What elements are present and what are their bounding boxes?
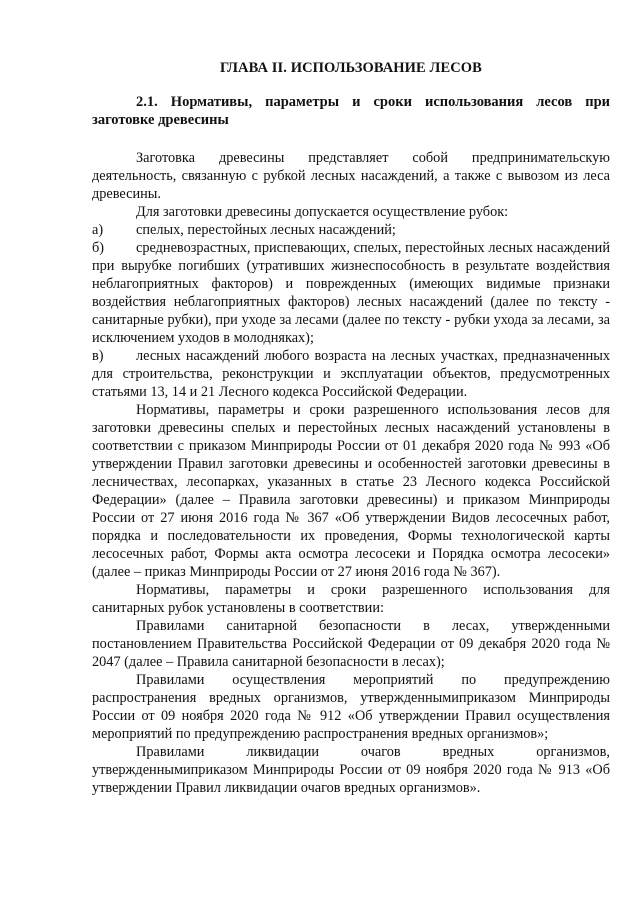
list-item-text: средневозрастных, приспевающих, спелых, перестойных лесных насаждений при вырубке погибших (утративших жизнеспособность в результате воздействия неблагоприятных факторов) и поврежденных (имеющих видимые признаки воздействия неблагоприятных факторов) лесных насаждений (далее по тексту - санитарные рубки), при уходе за лесами (далее по тексту - рубки ухода за лесами, за исключением уходов в молодняках);	[92, 240, 610, 346]
list-marker: в)	[92, 348, 104, 364]
list-item	[92, 347, 610, 401]
paragraph: Нормативы, параметры и сроки разрешенного использования лесов для заготовки древесины спелых и перестойных лесных насаждений установлены в соответствии с приказом Минприроды России от 01 декабря 2020 года № 993 «Об утверждении Правил заготовки древесины и особенностей заготовки древесины в лесничествах, лесопарках, указанных в статье 23 Лесного кодекса Российской Федерации» (далее – Правила заготовки древесины) и приказом Минприроды России от 27 июня 2016 года № 367 «Об утверждении Видов лесосечных работ, порядка и последовательности их проведения, Формы технологической карты лесосечных работ, Формы акта осмотра лесосеки и Порядка осмотра лесосеки» (далее – приказ Минприроды России от 27 июня 2016 года № 367).	[92, 402, 610, 580]
paragraph: Нормативы, параметры и сроки разрешенного использования для санитарных рубок установлены в соответствии:	[92, 582, 610, 616]
chapter-title: ГЛАВА II. ИСПОЛЬЗОВАНИЕ ЛЕСОВ	[220, 60, 482, 76]
list-marker: а)	[92, 222, 104, 238]
list-item-text: спелых, перестойных лесных насаждений;	[136, 222, 396, 238]
paragraph: Для заготовки древесины допускается осуществление рубок:	[136, 204, 509, 220]
list-marker: б)	[92, 240, 105, 256]
list-item	[92, 239, 610, 347]
section-title: 2.1. Нормативы, параметры и сроки использования лесов при заготовке древесины	[92, 94, 610, 128]
list-item	[92, 221, 610, 239]
paragraph: Правилами осуществления мероприятий по предупреждению распространения вредных организмов, утвержденнымиприказом Минприроды России от 09 ноября 2020 года № 912 «Об утверждении Правил осуществления мероприятий по предупреждению распространения вредных организмов»;	[92, 672, 610, 742]
paragraph: Правилами ликвидации очагов вредных организмов, утвержденнымиприказом Минприроды России от 09 ноября 2020 года № 913 «Об утверждении Правил ликвидации очагов вредных организмов».	[92, 744, 610, 796]
list-item-text: лесных насаждений любого возраста на лесных участках, предназначенных для строительства, реконструкции и эксплуатации объектов, предусмотренных статьями 13, 14 и 21 Лесного кодекса Российской Федерации.	[92, 348, 610, 400]
paragraph: Заготовка древесины представляет собой предпринимательскую деятельность, связанную с рубкой лесных насаждений, а также с вывозом из леса древесины.	[92, 150, 610, 202]
paragraph: Правилами санитарной безопасности в лесах, утвержденными постановлением Правительства Российской Федерации от 09 декабря 2020 года № 2047 (далее – Правила санитарной безопасности в лесах);	[92, 618, 610, 670]
